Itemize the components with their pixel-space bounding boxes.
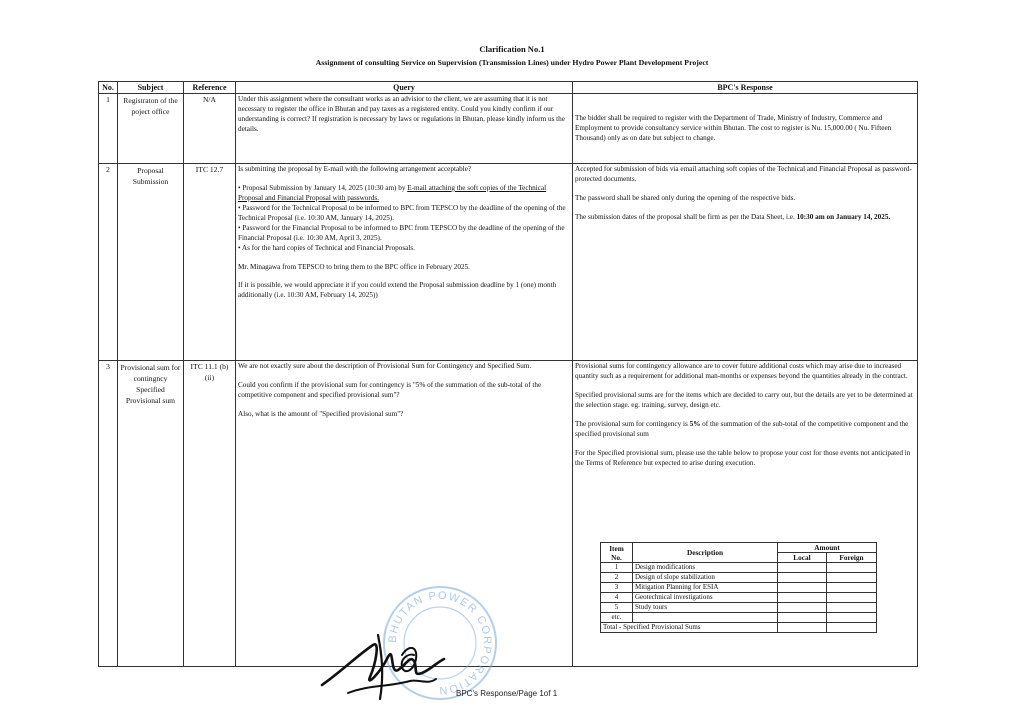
row-reference: N/A [184, 94, 236, 164]
table-header-row [99, 82, 918, 94]
header-subject: Subject [118, 82, 184, 94]
item-description: Design of slope stabilization [633, 573, 778, 583]
response-text: of the summation of the sub-total of the competitive component and the specified provisional sum [575, 419, 909, 438]
response-bold-text: 10:30 am on January 14, 2025. [796, 212, 891, 221]
response-bold-text: 5% [689, 419, 701, 428]
header-response: BPC's Response [573, 82, 918, 94]
local-total [778, 623, 827, 633]
query-paragraph: We are not exactly sure about the description of Provisional Sum for Contingency and Specified Sum. [238, 362, 532, 371]
row-number: 1 [99, 94, 118, 164]
item-description: Design modifications [633, 563, 778, 573]
local-amount [778, 563, 827, 573]
bullet-text: • Proposal Submission by January 14, 2025 (10:30 am) by [238, 183, 408, 192]
row-subject: Provisional sum for contingncy Specified Provisional sum [118, 361, 184, 667]
response-paragraph: The password shall be shared only during the opening of the respective bids. [575, 193, 796, 202]
row-number: 2 [99, 164, 118, 361]
amount-row [601, 563, 877, 573]
item-no: 1 [601, 563, 633, 573]
row-query [236, 164, 573, 361]
response-text: The submission dates of the proposal shall be firm as per the Data Sheet, i.e. [575, 212, 797, 221]
foreign-amount [827, 613, 877, 623]
amount-row [601, 603, 877, 613]
row-response: The bidder shall be required to register with the Department of Trade, Ministry of Industry, Commerce and Employment to provide consultancy service within Bhutan. The cost to register is Nu. 15,000.00 ( Nu. Fifteen Thousand) only as on date but subject to change. [573, 94, 918, 164]
local-amount [778, 573, 827, 583]
item-no: etc. [601, 613, 633, 623]
local-amount [778, 583, 827, 593]
underlined-text: E-mail attaching the soft copies of the Technical Proposal and Financial Proposal with passwords. [238, 183, 547, 202]
amount-row [601, 593, 877, 603]
row-reference: ITC 11.1 (b) (ii) [184, 361, 236, 667]
row-query: Under this assignment where the consultant works as an advisior to the client, we are assuming that it is not necessary to register the office in Bhutan and pay taxes as a registered entity. Could you kindly confirm if our understanding is correct? If registration is necessary by laws or regulations in Bhutan, please kindly inform us the details. [236, 94, 573, 164]
row-subject: Registraton of the poject office [118, 94, 184, 164]
header-item-no: Item No. [601, 543, 633, 563]
response-paragraph [575, 420, 915, 440]
query-bullet: • Password for the Financial Proposal to be informed to BPC from TEPSCO by the deadline of the opening of the Financial Proposal (i.e. 10:30 AM, April 3, 2025). [238, 223, 565, 242]
header-description: Description [633, 543, 778, 563]
page-footer: BPC's Response/Page 1of 1 [456, 689, 558, 698]
header-local: Local [778, 553, 827, 563]
document-subtitle: Assignment of consulting Service on Supervision (Transmission Lines) under Hydro Power Plant Development Project [315, 58, 709, 67]
signature [318, 615, 458, 707]
foreign-amount [827, 603, 877, 613]
table-row [99, 94, 918, 164]
item-description: Study tours [633, 603, 778, 613]
query-intro: Is submitting the proposal by E-mail with the following arrangement acceptable? [238, 165, 472, 174]
amount-row [601, 583, 877, 593]
document-title: Clarification No.1 [479, 44, 545, 54]
foreign-amount [827, 573, 877, 583]
specified-provisional-sum-table [600, 542, 877, 633]
foreign-amount [827, 583, 877, 593]
local-amount [778, 613, 827, 623]
row-reference: ITC 12.7 [184, 164, 236, 361]
query-paragraph: If it is possible, we would appreciate it if you could extend the Proposal submission deadline by 1 (one) month additionally (i.e. 10:30 AM, February 14, 2025)) [238, 281, 557, 300]
stamp-text: BHUTAN POWER CORPORATION [386, 589, 494, 697]
local-amount [778, 593, 827, 603]
response-paragraph [575, 213, 915, 223]
query-bullet: • As for the hard copies of Technical and Financial Proposals. [238, 243, 415, 252]
item-no: 5 [601, 603, 633, 613]
foreign-amount [827, 593, 877, 603]
header-no: No. [99, 82, 118, 94]
row-number: 3 [99, 361, 118, 667]
response-paragraph: Accepted for submission of bids via email attaching soft copies of the Technical and Financial Proposal as password-protected documents. [575, 165, 912, 183]
item-description: Mitigation Planning for ESIA [633, 583, 778, 593]
item-no: 3 [601, 583, 633, 593]
response-paragraph: Specified provisional sums are for the items which are decided to carry out, but the details are yet to be determined at the selection stage. eg. training, survey, design etc. [575, 390, 913, 409]
header-amount: Amount [778, 543, 877, 553]
header-query: Query [236, 82, 573, 94]
amount-header-row [601, 543, 877, 553]
response-paragraph: For the Specified provisional sum, please use the table below to propose your cost for those events not anticipated in the Terms of Reference but expected to arise during execution. [575, 448, 911, 467]
amount-row [601, 613, 877, 623]
foreign-amount [827, 563, 877, 573]
foreign-total [827, 623, 877, 633]
item-description: Geotechnical investigations [633, 593, 778, 603]
query-bullet [238, 184, 570, 204]
row-subject: Proposal Submission [118, 164, 184, 361]
response-text: The provisional sum for contingency is [575, 419, 690, 428]
local-amount [778, 603, 827, 613]
item-no: 4 [601, 593, 633, 603]
query-paragraph: Could you confirm if the provisional sum for contingency is "5% of the summation of the sub-total of the competitive component and specified provisional sum"? [238, 380, 542, 399]
item-no: 2 [601, 573, 633, 583]
total-label: Total - Specified Provisional Sums [601, 623, 778, 633]
table-row [99, 164, 918, 361]
header-foreign: Foreign [827, 553, 877, 563]
query-paragraph: Mr. Minagawa from TEPSCO to bring them to the BPC office in February 2025. [238, 262, 470, 271]
amount-row [601, 573, 877, 583]
query-bullet: • Password for the Technical Proposal to be informed to BPC from TEPSCO by the deadline of the opening of the Technical Proposal (i.e. 10:30 AM, January 14, 2025). [238, 203, 566, 222]
row-response [573, 164, 918, 361]
response-paragraph: Provisional sums for contingency allowance are to cover future additional costs which may arise due to increased quantity such as a requirement for additional man-months or expenses beyond the quantities already in the contract. [575, 362, 908, 380]
query-paragraph: Also, what is the amount of "Specified provisional sum"? [238, 409, 404, 418]
amount-total-row [601, 623, 877, 633]
item-description [633, 613, 778, 623]
header-reference: Reference [184, 82, 236, 94]
